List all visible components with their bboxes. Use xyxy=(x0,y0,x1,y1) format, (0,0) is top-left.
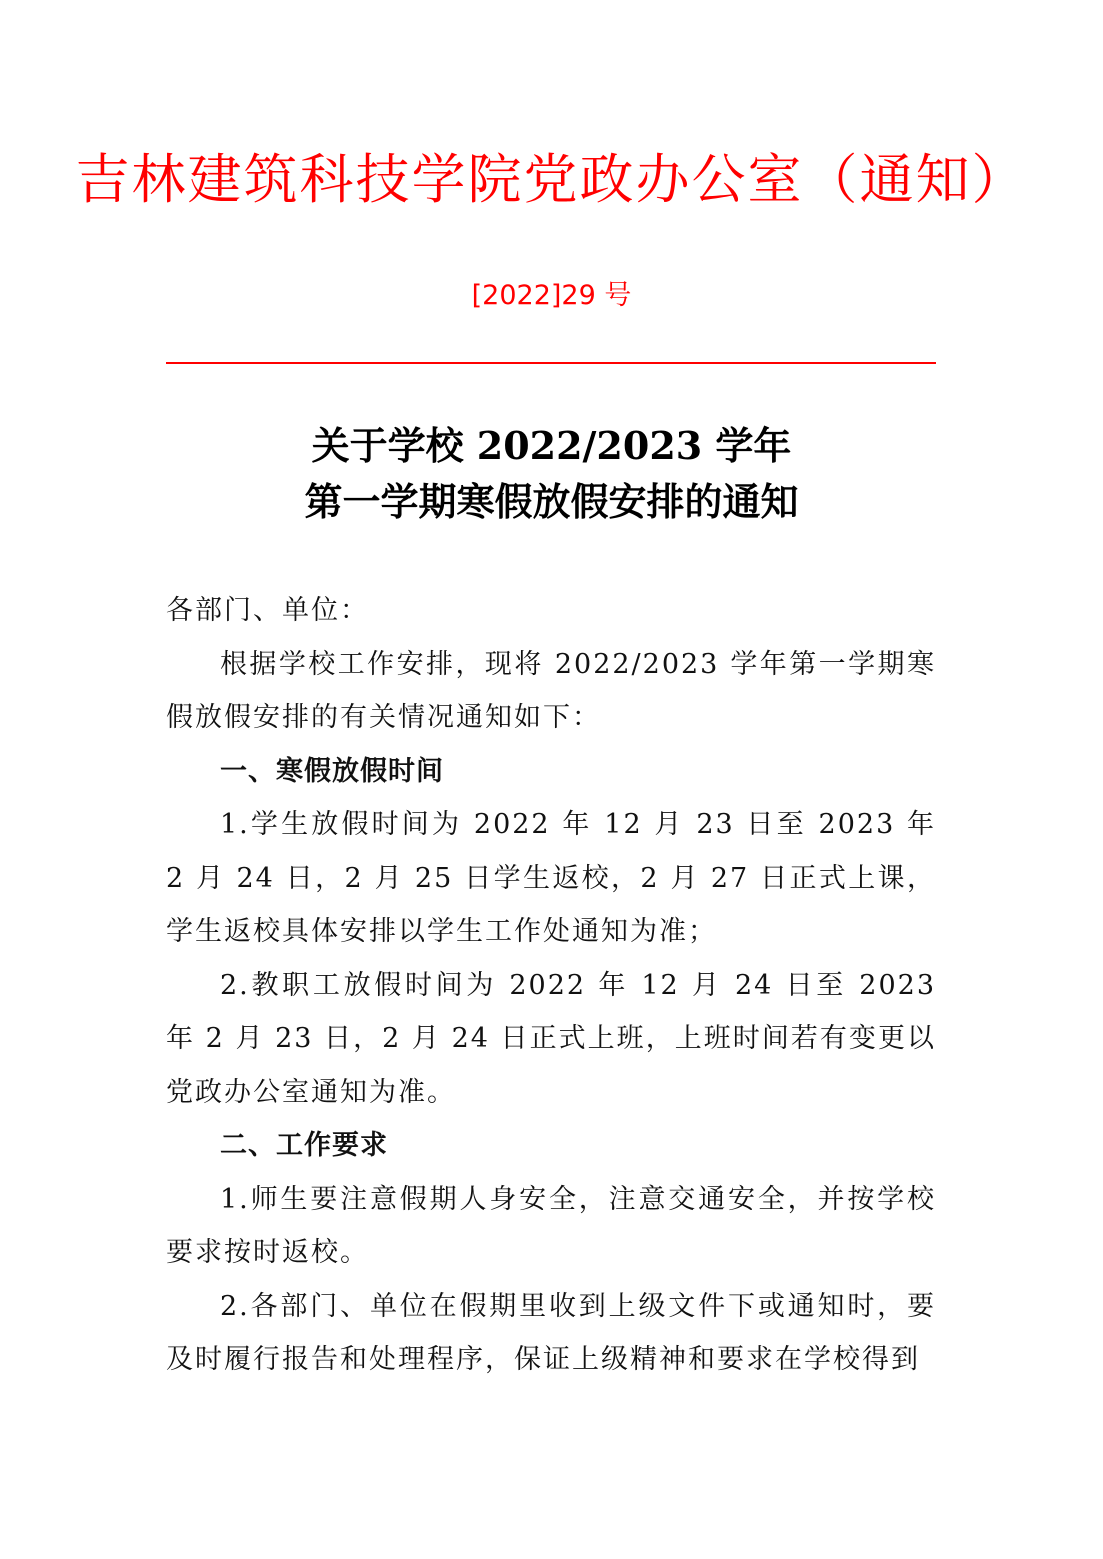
section-2-item-1: 1.师生要注意假期人身安全，注意交通安全，并按学校要求按时返校。 xyxy=(166,1183,936,1268)
intro-paragraph: 根据学校工作安排，现将 2022/2023 学年第一学期寒假放假安排的有关情况通知如下： xyxy=(166,648,936,733)
section-heading-holiday-time: 一、寒假放假时间 xyxy=(220,755,444,787)
org-header-title: 吉林建筑科技学院党政办公室（通知） xyxy=(75,148,1028,211)
notice-title-line-1: 关于学校 2022/2023 学年 xyxy=(311,423,792,468)
section-2-item-2: 2.各部门、单位在假期里收到上级文件下或通知时，要及时履行报告和处理程序，保证上级精神和要求在学校得到 xyxy=(166,1290,936,1375)
section-1-item-1: 1.学生放假时间为 2022 年 12 月 23 日至 2023 年 2 月 24 日，2 月 25 日学生返校，2 月 27 日正式上课，学生返校具体安排以学生工作处通知为准； xyxy=(166,809,936,947)
section-1-item-2: 2.教职工放假时间为 2022 年 12 月 24 日至 2023 年 2 月 23 日，2 月 24 日正式上班，上班时间若有变更以党政办公室通知为准。 xyxy=(166,969,936,1108)
notice-body xyxy=(166,584,936,1387)
header-divider xyxy=(166,362,936,364)
section-heading-work-requirements: 二、工作要求 xyxy=(220,1130,388,1161)
notice-title-line-2: 第一学期寒假放假安排的通知 xyxy=(304,479,799,524)
salutation: 各部门、单位： xyxy=(166,595,369,626)
notice-title xyxy=(0,418,1103,530)
document-number: [2022]29 号 xyxy=(471,280,632,311)
